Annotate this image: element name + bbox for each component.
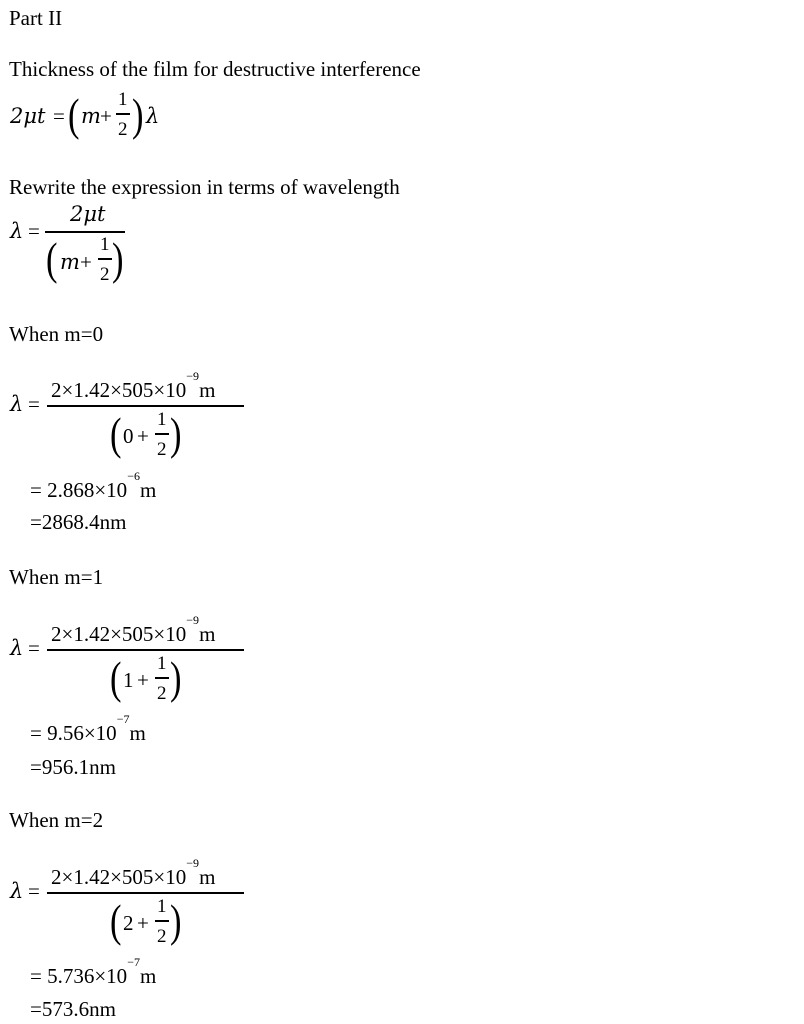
case-result-1 [30, 469, 157, 502]
case-right-paren: ) [170, 408, 182, 459]
case-numerator [51, 613, 216, 646]
eq1-frac-line [116, 113, 130, 115]
case-label: When m=1 [9, 565, 104, 589]
res1-exp: −6 [127, 469, 140, 483]
eq2-inner-frac-line [98, 258, 112, 260]
case-m-value: 1 [123, 668, 134, 692]
case-result-2: =956.1nm [30, 755, 116, 779]
eq2-numerator: 2μt [70, 202, 106, 226]
case-inner-frac-line [155, 920, 169, 922]
case-lambda: λ [10, 392, 24, 416]
res1-main: = 9.56×10 [30, 721, 117, 745]
case-left-paren: ( [110, 652, 122, 703]
case-plus: + [137, 911, 149, 935]
case-frac-den: 2 [157, 439, 167, 460]
eq2-lambda: λ [10, 219, 24, 243]
eq1-frac-num: 1 [118, 89, 128, 110]
case-numerator [51, 856, 216, 889]
case-frac-den: 2 [157, 683, 167, 704]
case-label: When m=2 [9, 808, 104, 832]
case-frac-num: 1 [157, 653, 167, 674]
eq2-frac-den: 2 [100, 264, 110, 285]
case-inner-frac-line [155, 677, 169, 679]
case-inner-frac-line [155, 433, 169, 435]
case-plus: + [137, 668, 149, 692]
case-result-2: =573.6nm [30, 997, 116, 1021]
case-frac-num: 1 [157, 896, 167, 917]
case-plus: + [137, 424, 149, 448]
eq1-lhs: 2μt [10, 104, 46, 128]
case-lambda: λ [10, 879, 24, 903]
case-m-value: 2 [123, 911, 134, 935]
num-exp: −9 [186, 369, 200, 383]
res1-main: = 5.736×10 [30, 964, 128, 988]
case-left-paren: ( [110, 408, 122, 459]
num-unit: m [199, 378, 216, 402]
num-exp: −9 [186, 613, 200, 627]
res1-unit: m [129, 721, 146, 745]
case-result-2: =2868.4nm [30, 510, 127, 534]
eq1-right-paren: ) [132, 89, 144, 140]
case-frac-line [47, 892, 244, 894]
case-equals: = [28, 636, 40, 660]
res1-exp: −7 [127, 955, 140, 969]
eq2-m: m [60, 250, 80, 274]
eq2-right-paren: ) [112, 233, 124, 284]
num-main: 2×1.42×505×10 [51, 622, 187, 646]
res1-main: = 2.868×10 [30, 478, 128, 502]
eq1-m: m [81, 104, 101, 128]
case-numerator [51, 369, 216, 402]
case-equals: = [28, 879, 40, 903]
eq1-frac-den: 2 [118, 119, 128, 140]
res1-unit: m [139, 964, 157, 988]
case-result-1 [30, 712, 146, 745]
case-frac-line [47, 649, 244, 651]
res1-unit: m [139, 478, 157, 502]
case-lambda: λ [10, 636, 24, 660]
num-unit: m [199, 865, 216, 889]
case-frac-line [47, 405, 244, 407]
case-frac-den: 2 [157, 926, 167, 947]
section1-text: Thickness of the film for destructive interference [9, 57, 421, 81]
case-equals: = [28, 392, 40, 416]
eq1-lambda: λ [146, 104, 160, 128]
section2-text: Rewrite the expression in terms of wavelength [9, 175, 400, 199]
num-unit: m [199, 622, 216, 646]
case-right-paren: ) [170, 652, 182, 703]
case-frac-num: 1 [157, 409, 167, 430]
case-m-value: 0 [123, 424, 134, 448]
eq1-left-paren: ( [68, 89, 80, 140]
eq1-equals: = [53, 104, 65, 128]
eq2-plus: + [80, 250, 92, 274]
num-exp: −9 [186, 856, 200, 870]
eq2-equals: = [28, 219, 40, 243]
res1-exp: −7 [116, 712, 130, 726]
eq1-plus: + [100, 104, 112, 128]
num-main: 2×1.42×505×10 [51, 865, 187, 889]
case-left-paren: ( [110, 895, 122, 946]
part-title: Part II [9, 6, 63, 30]
case-label: When m=0 [9, 322, 104, 346]
case-right-paren: ) [170, 895, 182, 946]
eq2-frac-num: 1 [100, 234, 110, 255]
eq2-left-paren: ( [46, 233, 58, 284]
num-main: 2×1.42×505×10 [51, 378, 187, 402]
case-result-1 [30, 955, 157, 988]
